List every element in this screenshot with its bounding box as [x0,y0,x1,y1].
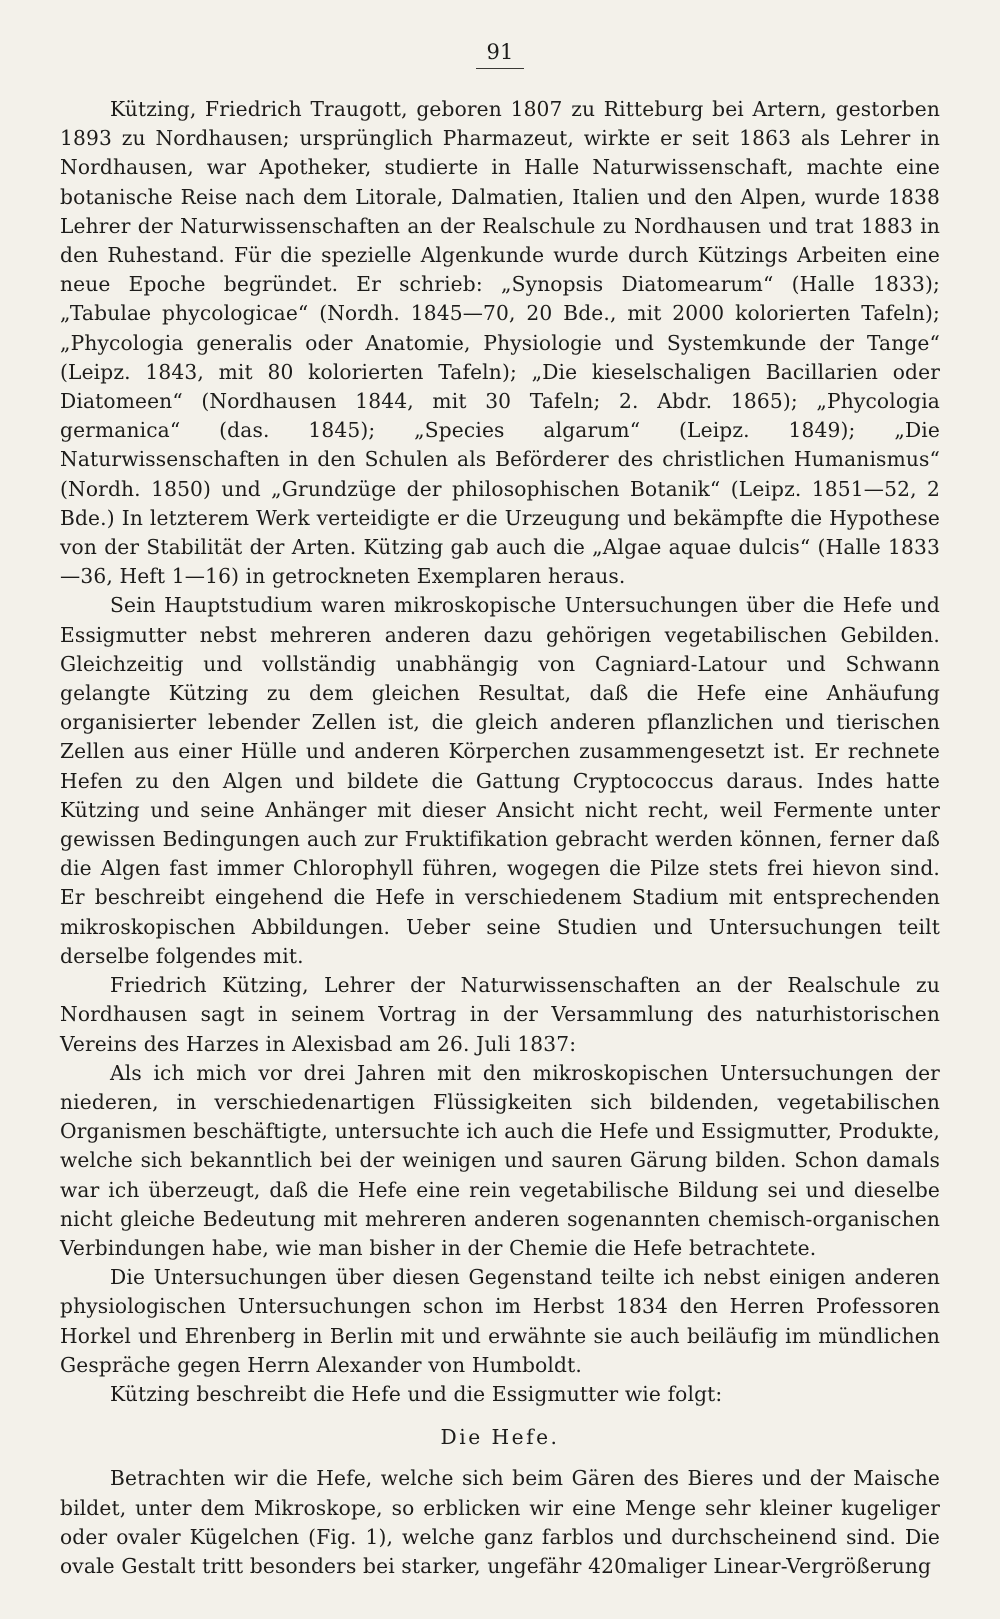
paragraph-lecture-quote-1: Als ich mich vor drei Jahren mit den mikroskopischen Untersuchungen der niederen, in verschiedenartigen Flüssigkeiten sich bildenden, vegetabilischen Organismen beschäftigte, untersuchte ich auch die Hefe und Essigmutter, Produkte, welche sich bekanntlich bei der weinigen und sauren Gärung bilden. Schon damals war ich überzeugt, daß die Hefe eine rein vegetabilische Bildung sei und dieselbe nicht gleiche Bedeutung mit mehreren anderen sogenannten chemisch-organischen Verbindungen habe, wie man bisher in der Chemie die Hefe betrachtete. [60,1060,940,1260]
book-page [60,40,940,1580]
paragraph-main-study: Sein Hauptstudium waren mikroskopische Untersuchungen über die Hefe und Essigmutter nebst mehreren anderen dazu gehörigen vegetabilischen Gebilden. Gleichzeitig und vollständig unabhängig von Cagniard-Latour und Schwann gelangte Kützing zu dem gleichen Resultat, daß die Hefe eine Anhäufung organisierter lebender Zellen ist, die gleich anderen pflanzlichen und tierischen Zellen aus einer Hülle und anderen Körperchen zusammengesetzt ist. Er rechnete Hefen zu den Algen und bildete die Gattung Cryptococcus daraus. Indes hatte Kützing und seine Anhänger mit dieser Ansicht nicht recht, weil Fermente unter gewissen Bedingungen auch zur Fruktifikation gebracht werden können, ferner daß die Algen fast immer Chlorophyll führen, wogegen die Pilze stets frei hievon sind. Er beschreibt eingehend die Hefe in verschiedenem Stadium mit entsprechenden mikroskopischen Abbildungen. Ueber seine Studien und Untersuchungen teilt derselbe folgendes mit. [60,593,940,968]
paragraph-yeast-description: Betrachten wir die Hefe, welche sich beim Gären des Bieres und der Maische bildet, unter dem Mikroskope, so erblicken wir eine Menge sehr kleiner kugeliger oder ovaler Kügelchen (Fig. 1), welche ganz farblos und durchscheinend sind. Die ovale Gestalt tritt besonders bei starker, ungefähr 420maliger Linear-Vergrößerung [60,1466,940,1578]
section-heading: Die Hefe. [440,1425,560,1450]
paragraph-kuetzing-biography: Kützing, Friedrich Traugott, geboren 1807 zu Ritteburg bei Artern, gestorben 1893 zu Nordhausen; ursprünglich Pharmazeut, wirkte er seit 1863 als Lehrer in Nordhausen, war Apotheker, studierte in Halle Naturwissenschaft, machte eine botanische Reise nach dem Litorale, Dalmatien, Italien und den Alpen, wurde 1838 Lehrer der Naturwissenschaften an der Realschule zu Nordhausen und trat 1883 in den Ruhestand. Für die spezielle Algenkunde wurde durch Kützings Arbeiten eine neue Epoche begründet. Er schrieb: „Synopsis Diatomearum“ (Halle 1833); „Tabulae phycologicae“ (Nordh. 1845—70, 20 Bde., mit 2000 kolorierten Tafeln); „Phycologia generalis oder Anatomie, Physiologie und Systemkunde der Tange“ (Leipz. 1843, mit 80 kolorierten Tafeln); „Die kieselschaligen Bacillarien oder Diatomeen“ (Nordhausen 1844, mit 30 Tafeln; 2. Abdr. 1865); „Phycologia germanica“ (das. 1845); „Species algarum“ (Leipz. 1849); „Die Naturwissenschaften in den Schulen als Beförderer des christlichen Humanismus“ (Nordh. 1850) und „Grundzüge der philosophischen Botanik“ (Leipz. 1851—52, 2 Bde.) In letzterem Werk verteidigte er die Urzeugung und bekämpfte die Hypothese von der Stabilität der Arten. Kützing gab auch die „Algae aquae dulcis“ (Halle 1833—36, Heft 1—16) in getrockneten Exemplaren heraus. [60,97,940,589]
paragraph-lecture-quote-2: Die Untersuchungen über diesen Gegenstand teilte ich nebst einigen anderen physiologischen Untersuchungen schon im Herbst 1834 den Herren Professoren Horkel und Ehrenberg in Berlin mit und erwähnte sie auch beiläufig im mündlichen Gespräche gegen Herrn Alexander von Humboldt. [60,1265,940,1377]
page-number-rule [476,68,524,69]
paragraph-lecture-intro: Friedrich Kützing, Lehrer der Naturwissenschaften an der Realschule zu Nordhausen sagt in seinem Vortrag in der Versammlung des naturhistorischen Vereins des Harzes in Alexisbad am 26. Juli 1837: [60,973,940,1056]
page-number: 91 [486,40,514,64]
paragraph-description-intro: Kützing beschreibt die Hefe und die Essigmutter wie folgt: [110,1381,723,1406]
